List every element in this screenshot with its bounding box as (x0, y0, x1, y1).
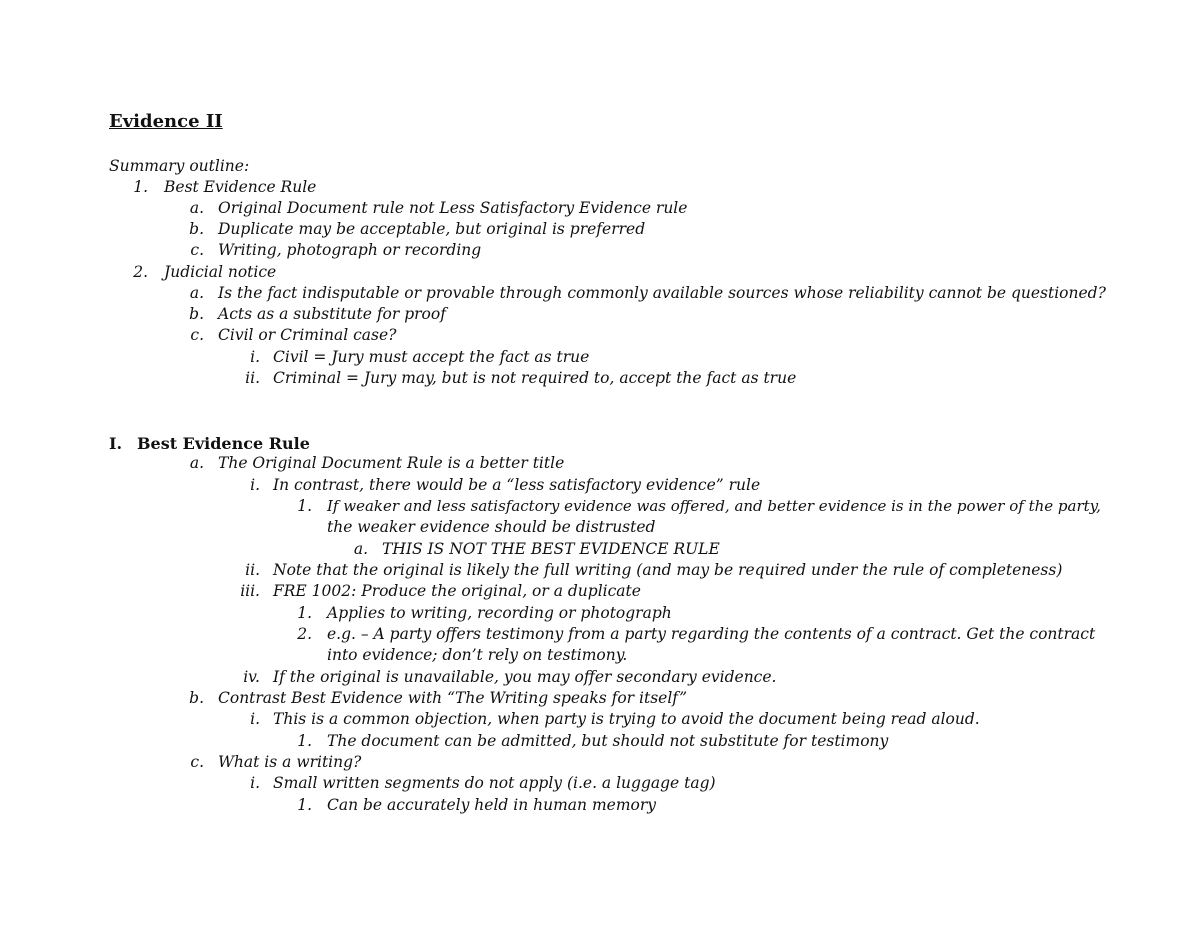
document-title: Evidence II (109, 111, 223, 132)
list-item-text: Criminal = Jury may, but is not required to, accept the fact as true (273, 369, 797, 387)
list-item-text: Writing, photograph or recording (218, 241, 482, 259)
list-marker: i. (250, 476, 260, 494)
list-marker: b. (189, 689, 204, 707)
list-item-text: Judicial notice (164, 263, 277, 281)
list-item-text: Acts as a substitute for proof (218, 305, 446, 323)
list-item-text: If weaker and less satisfactory evidence was offered, and better evidence is in the power of the party, (327, 497, 1101, 515)
list-marker: c. (190, 753, 204, 771)
list-item-text: into evidence; don’t rely on testimony. (327, 646, 628, 664)
section-heading-text: Best Evidence Rule (137, 434, 310, 453)
list-marker: 2. (297, 625, 312, 643)
list-marker: iii. (240, 582, 260, 600)
list-marker: a. (189, 199, 204, 217)
list-marker: c. (190, 241, 204, 259)
list-item-text: FRE 1002: Produce the original, or a duplicate (273, 582, 641, 600)
list-item-text: Small written segments do not apply (i.e. a luggage tag) (273, 774, 716, 792)
list-marker: a. (189, 284, 204, 302)
section-marker: I. (109, 434, 123, 453)
list-item-text: Civil = Jury must accept the fact as true (273, 348, 590, 366)
list-marker: b. (189, 220, 204, 238)
list-marker: ii. (245, 561, 260, 579)
list-item-text: This is a common objection, when party is trying to avoid the document being read aloud. (273, 710, 980, 728)
list-marker: b. (189, 305, 204, 323)
list-marker: 1. (297, 796, 312, 814)
list-marker: a. (189, 454, 204, 472)
list-item-text: the weaker evidence should be distrusted (327, 518, 656, 536)
list-item-text: Original Document rule not Less Satisfactory Evidence rule (218, 199, 688, 217)
list-item-text: In contrast, there would be a “less satisfactory evidence” rule (273, 476, 761, 494)
list-item-text: The document can be admitted, but should not substitute for testimony (327, 732, 889, 750)
list-item-text: Applies to writing, recording or photograph (327, 604, 672, 622)
list-marker: 1. (297, 732, 312, 750)
document-page: Evidence II Summary outline: 1. Best Evidence Rule a. Original Document rule not Less Satisfactory Evidence rule b. Duplicate may be acceptable, but original is preferred c. Writing, photograph or recording 2. Judicial notice a. Is the fact indisputable or provable through commonly available sources whose reliability cannot be questioned? b. Acts as a substitute for proof c. Civil or Criminal case? i. Civil = Jury must accept the fact as true ii. Criminal = Jury may, but is not required to, accept the fact as true I. Best Evidence Rule a. The Original Document Rule is a better title i. In contrast, there would be a “less satisfactory evidence” rule 1. If weaker and less satisfactory evidence was offered, and better evidence is in the power of the party, the weaker evidence should be distrusted a. THIS IS NOT THE BEST EVIDENCE RULE ii. Note that the original is likely the full writing (and may be required under the rule of completeness) iii. FRE 1002: Produce the original, or a duplicate 1. Applies to writing, recording or photograph 2. e.g. – A party offers testimony from a party regarding the contents of a contract. Get the contract into evidence; don’t rely on testimony. iv. If the original is unavailable, you may offer secondary evidence. b. Contrast Best Evidence with “The Writing speaks for itself” i. This is a common objection, when party is trying to avoid the document being read aloud. 1. The document can be admitted, but should not substitute for testimony c. What is a writing? i. Small written segments do not apply (i.e. a luggage tag) 1. Can be accurately held in human memory (109, 111, 1106, 814)
list-item-text: If the original is unavailable, you may offer secondary evidence. (273, 668, 777, 686)
list-item-text: e.g. – A party offers testimony from a party regarding the contents of a contract. Get the contract (327, 625, 1096, 643)
list-marker: i. (250, 774, 260, 792)
list-marker: 1. (297, 604, 312, 622)
list-item-text: Can be accurately held in human memory (327, 796, 657, 814)
list-item-text: Contrast Best Evidence with “The Writing speaks for itself” (218, 689, 688, 707)
list-item-text: Note that the original is likely the full writing (and may be required under the rule of completeness) (273, 561, 1063, 579)
list-marker: c. (190, 326, 204, 344)
list-item-text: The Original Document Rule is a better title (218, 454, 565, 472)
list-item-text: THIS IS NOT THE BEST EVIDENCE RULE (382, 540, 720, 558)
list-marker: a. (353, 540, 368, 558)
list-marker: 1. (297, 497, 312, 515)
list-item-text: Duplicate may be acceptable, but original is preferred (218, 220, 646, 238)
list-marker: i. (250, 348, 260, 366)
list-item-text: Civil or Criminal case? (218, 326, 397, 344)
list-marker: 2. (133, 263, 148, 281)
list-marker: iv. (243, 668, 260, 686)
list-item-text: Best Evidence Rule (164, 178, 317, 196)
list-marker: ii. (245, 369, 260, 387)
list-item-text: What is a writing? (218, 753, 362, 771)
list-marker: 1. (133, 178, 148, 196)
list-marker: i. (250, 710, 260, 728)
list-item-text: Is the fact indisputable or provable through commonly available sources whose reliability cannot be questioned? (218, 284, 1106, 302)
